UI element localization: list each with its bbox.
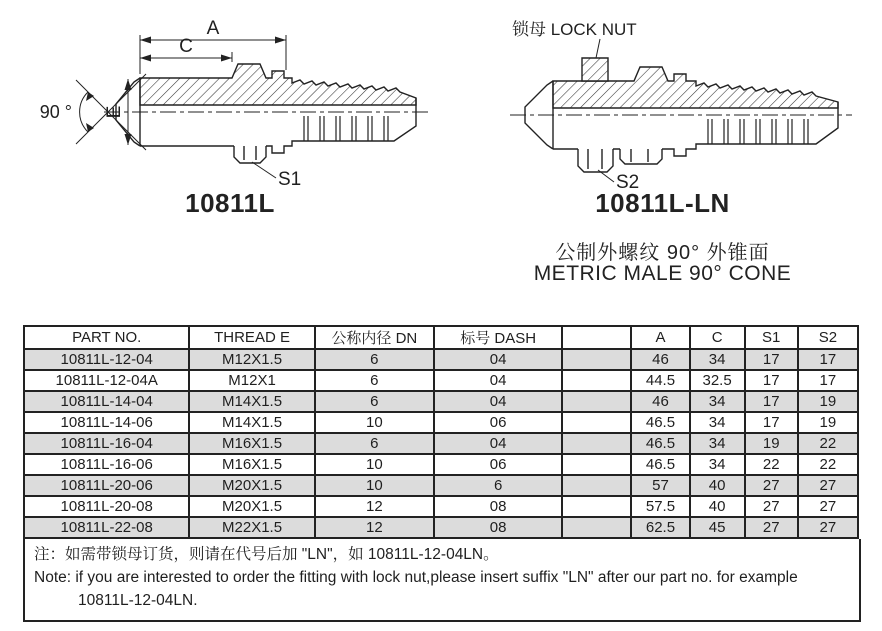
subtitle-zh: 公制外螺纹 90° 外锥面 xyxy=(555,242,770,264)
table-cell: 22 xyxy=(798,433,858,454)
table-row xyxy=(24,496,858,517)
header-cell: THREAD E xyxy=(189,326,314,349)
table-cell: 57.5 xyxy=(631,496,689,517)
header-cell: PART NO. xyxy=(24,326,189,349)
table-cell: 19 xyxy=(798,412,858,433)
table-row xyxy=(24,517,858,538)
header-cell: S1 xyxy=(745,326,798,349)
dim-c-label: C xyxy=(179,36,193,57)
note-box xyxy=(23,539,861,622)
table-cell: 40 xyxy=(690,496,745,517)
table-cell: 40 xyxy=(690,475,745,496)
table-cell: 17 xyxy=(798,370,858,391)
table-row xyxy=(24,433,858,454)
s2-label: S2 xyxy=(616,172,640,188)
s1-leader xyxy=(252,162,276,178)
lock-nut-section xyxy=(582,58,608,81)
table-cell: M20X1.5 xyxy=(189,475,314,496)
table-cell: 12 xyxy=(315,517,434,538)
table-row xyxy=(24,370,858,391)
table-cell: 10811L-12-04 xyxy=(24,349,189,370)
table-cell xyxy=(562,349,631,370)
table-cell: 10 xyxy=(315,412,434,433)
table-cell: 10 xyxy=(315,454,434,475)
lower-outline xyxy=(140,98,416,163)
lower-outline xyxy=(553,102,838,172)
table-cell: M22X1.5 xyxy=(189,517,314,538)
table-cell: M12X1.5 xyxy=(189,349,314,370)
header-cell: C xyxy=(690,326,745,349)
table-row xyxy=(24,475,858,496)
table-cell: 34 xyxy=(690,391,745,412)
header-cell: A xyxy=(631,326,689,349)
table-cell: 04 xyxy=(434,433,562,454)
table-cell: 10811L-12-04A xyxy=(24,370,189,391)
table-cell xyxy=(562,433,631,454)
lock-nut-leader xyxy=(596,39,600,58)
table-cell: M12X1 xyxy=(189,370,314,391)
header-row xyxy=(24,326,858,349)
table-cell: 17 xyxy=(745,370,798,391)
table-cell xyxy=(562,475,631,496)
table-cell: 06 xyxy=(434,454,562,475)
table-cell: 19 xyxy=(798,391,858,412)
table-cell: 10 xyxy=(315,475,434,496)
table-cell: 08 xyxy=(434,517,562,538)
subtitle-en: METRIC MALE 90° CONE xyxy=(533,262,792,285)
table-cell xyxy=(562,454,631,475)
table-cell: 46.5 xyxy=(631,412,689,433)
table-row xyxy=(24,454,858,475)
table-cell: M20X1.5 xyxy=(189,496,314,517)
table-cell: 46 xyxy=(631,391,689,412)
right-fitting-drawing xyxy=(450,10,875,188)
table-cell: 06 xyxy=(434,412,562,433)
barb-lines xyxy=(708,119,808,144)
right-diagram-title: 10811L-LN xyxy=(595,188,730,218)
table-cell: 27 xyxy=(745,517,798,538)
table-cell xyxy=(562,412,631,433)
table-cell: 27 xyxy=(798,517,858,538)
s1-label: S1 xyxy=(278,169,302,188)
spec-table-container xyxy=(23,325,861,622)
header-cell: 标号 DASH xyxy=(434,326,562,349)
table-cell: 10811L-16-04 xyxy=(24,433,189,454)
table-cell: 62.5 xyxy=(631,517,689,538)
table-cell: 27 xyxy=(798,475,858,496)
table-cell: 10811L-20-08 xyxy=(24,496,189,517)
header-cell xyxy=(562,326,631,349)
table-cell: 44.5 xyxy=(631,370,689,391)
note-line-example: 10811L-12-04LN. xyxy=(78,592,198,609)
table-cell: 17 xyxy=(745,349,798,370)
table-cell xyxy=(562,496,631,517)
table-cell: 46 xyxy=(631,349,689,370)
table-cell: M16X1.5 xyxy=(189,433,314,454)
left-fitting-drawing xyxy=(20,10,440,188)
table-cell: 27 xyxy=(745,475,798,496)
table-cell: 27 xyxy=(745,496,798,517)
dim-a xyxy=(140,35,286,74)
table-cell: 45 xyxy=(690,517,745,538)
table-cell: M16X1.5 xyxy=(189,454,314,475)
spec-table xyxy=(23,325,859,539)
table-cell: 10811L-14-06 xyxy=(24,412,189,433)
header-cell: S2 xyxy=(798,326,858,349)
table-row xyxy=(24,391,858,412)
note-line-zh: 注：如需带锁母订货，则请在代号后加 "LN"，如 10811L-12-04LN。 xyxy=(34,546,499,563)
barb-lines xyxy=(304,116,388,141)
table-cell: 32.5 xyxy=(690,370,745,391)
table-cell xyxy=(562,391,631,412)
table-cell: 10811L-14-04 xyxy=(24,391,189,412)
table-cell: 6 xyxy=(315,370,434,391)
table-cell xyxy=(562,370,631,391)
table-cell: 34 xyxy=(690,349,745,370)
table-cell: 34 xyxy=(690,454,745,475)
table-cell: 22 xyxy=(745,454,798,475)
table-cell: 10811L-22-08 xyxy=(24,517,189,538)
dim-a-label: A xyxy=(206,18,220,39)
table-cell: 6 xyxy=(315,433,434,454)
table-cell: 27 xyxy=(798,496,858,517)
table-cell: 57 xyxy=(631,475,689,496)
table-cell: 12 xyxy=(315,496,434,517)
table-cell: 46.5 xyxy=(631,454,689,475)
table-cell: 17 xyxy=(745,412,798,433)
table-cell: 6 xyxy=(434,475,562,496)
dim-e-label: E xyxy=(104,105,125,119)
header-cell: 公称内径 DN xyxy=(315,326,434,349)
table-cell: 04 xyxy=(434,349,562,370)
table-cell: 46.5 xyxy=(631,433,689,454)
table-row xyxy=(24,412,858,433)
table-cell xyxy=(562,517,631,538)
table-cell: 22 xyxy=(798,454,858,475)
table-cell: 17 xyxy=(798,349,858,370)
lock-nut-label: 锁母 LOCK NUT xyxy=(512,20,637,39)
table-row xyxy=(24,349,858,370)
table-cell: 04 xyxy=(434,370,562,391)
table-cell: M14X1.5 xyxy=(189,391,314,412)
table-cell: 34 xyxy=(690,412,745,433)
left-diagram-title: 10811L xyxy=(185,188,275,218)
note-line-en: Note: if you are interested to order the fitting with lock nut,please insert suffix "LN" after our part no. for example xyxy=(34,569,798,586)
table-cell: 08 xyxy=(434,496,562,517)
angle-label: 90 ° xyxy=(39,102,72,122)
table-cell: 6 xyxy=(315,391,434,412)
table-cell: 10811L-16-06 xyxy=(24,454,189,475)
table-cell: 6 xyxy=(315,349,434,370)
table-cell: M14X1.5 xyxy=(189,412,314,433)
table-cell: 34 xyxy=(690,433,745,454)
table-cell: 19 xyxy=(745,433,798,454)
thread-section-hatch xyxy=(140,64,416,105)
table-cell: 10811L-20-06 xyxy=(24,475,189,496)
table-cell: 04 xyxy=(434,391,562,412)
table-cell: 17 xyxy=(745,391,798,412)
